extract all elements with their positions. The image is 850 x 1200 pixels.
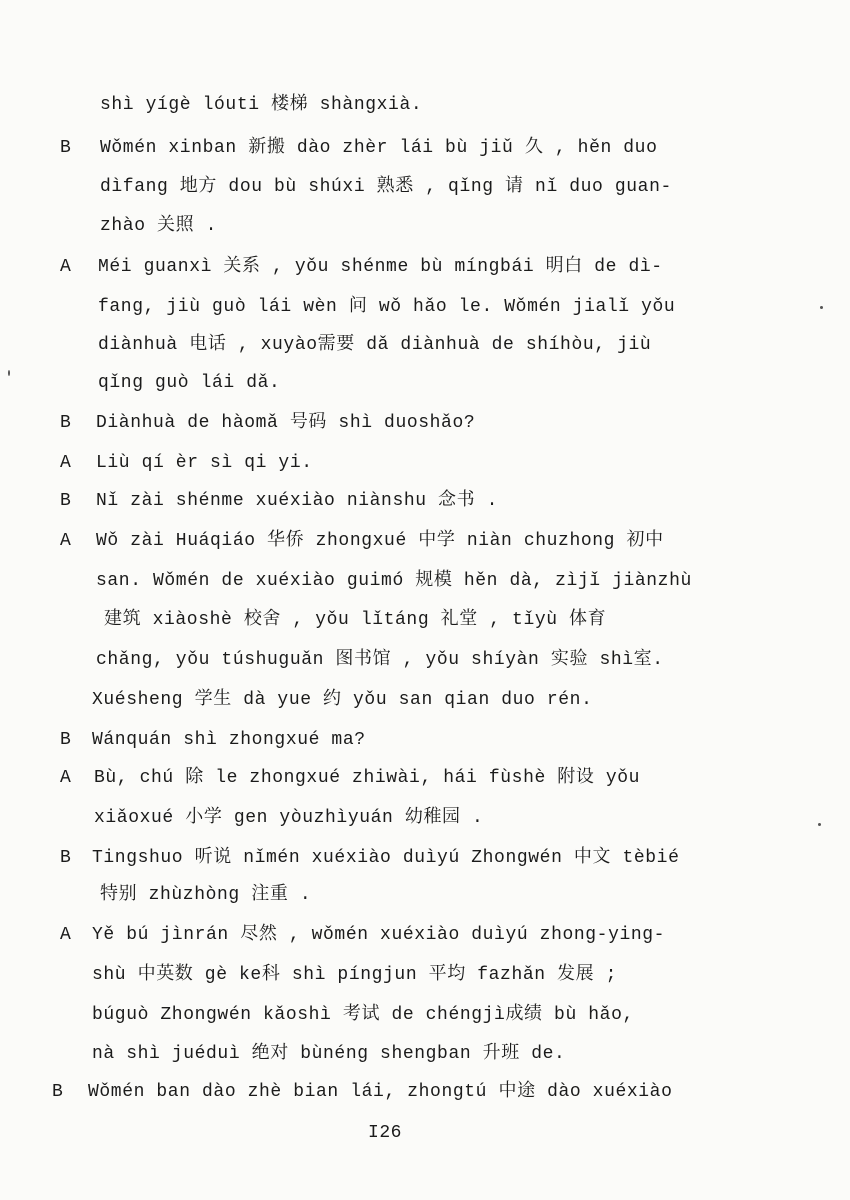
line-text: Nǐ zài shénme xuéxiào niànshu 念书 . [96, 491, 499, 511]
line-text: shì yígè lóuti 楼梯 shàngxià. [100, 95, 423, 115]
line-text: búguò Zhongwén kǎoshì 考试 de chéngjì成绩 bù hǎo, [92, 1005, 634, 1025]
speaker-label: B [60, 730, 72, 750]
dialogue-line [0, 172, 850, 210]
line-text: san. Wǒmén de xuéxiào guimó 规模 hěn dà, zìjǐ jiànzhù [96, 571, 692, 591]
line-text: Méi guanxì 关系 , yǒu shénme bù míngbái 明白 de dì- [98, 257, 663, 277]
line-text: 特别 zhùzhòng 注重 . [100, 885, 312, 905]
line-text: Diànhuà de hàomǎ 号码 shì duoshǎo? [96, 413, 476, 433]
dialogue-line [0, 605, 850, 643]
paper-speck [820, 306, 823, 309]
speaker-label: A [60, 925, 72, 945]
speaker-label: A [60, 531, 72, 551]
line-text: 建筑 xiàoshè 校舍 , yǒu lǐtáng 礼堂 , tǐyù 体育 [104, 610, 607, 630]
line-text: Bù, chú 除 le zhongxué zhiwài, hái fùshè 附设 yǒu [94, 768, 641, 788]
line-text: Liù qí èr sì qi yi. [96, 453, 313, 473]
dialogue-line [0, 803, 850, 841]
dialogue-line [0, 211, 850, 249]
line-text: Wánquán shì zhongxué ma? [92, 730, 366, 750]
dialogue-line [0, 1077, 850, 1115]
paper-speck [8, 370, 10, 376]
dialogue-line [0, 685, 850, 723]
dialogue-line [0, 920, 850, 958]
line-text: xiǎoxué 小学 gen yòuzhìyuán 幼稚园 . [94, 808, 484, 828]
line-text: Yě bú jìnrán 尽然 , wǒmén xuéxiào duìyú zhong-ying- [92, 925, 666, 945]
dialogue-line [0, 645, 850, 683]
line-text: nà shì juéduì 绝对 bùnéng shengban 升班 de. [92, 1044, 566, 1064]
speaker-label: B [60, 138, 72, 158]
speaker-label: B [60, 848, 72, 868]
dialogue-line [0, 90, 850, 128]
speaker-label: A [60, 257, 72, 277]
line-text: dìfang 地方 dou bù shúxi 熟悉 , qǐng 请 nǐ duo guan- [100, 177, 672, 197]
dialogue-line [0, 526, 850, 564]
line-text: zhào 关照 . [100, 216, 218, 236]
line-text: diànhuà 电话 , xuyào需要 dǎ diànhuà de shíhòu, jiù [98, 335, 652, 355]
dialogue-line [0, 1000, 850, 1038]
line-text: Xuésheng 学生 dà yue 约 yǒu san qian duo rén. [92, 690, 593, 710]
line-text: chǎng, yǒu túshuguǎn 图书馆 , yǒu shíyàn 实验 shì室. [96, 650, 664, 670]
speaker-label: B [60, 491, 72, 511]
speaker-label: B [52, 1082, 64, 1102]
dialogue-line [0, 486, 850, 524]
dialogue-line [0, 566, 850, 604]
dialogue-line [0, 368, 850, 406]
line-text: Wǒmén xinban 新搬 dào zhèr lái bù jiǔ 久 , hěn duo [100, 138, 658, 158]
dialogue-line [0, 763, 850, 801]
dialogue-line [0, 880, 850, 918]
line-text: fang, jiù guò lái wèn 问 wǒ hǎo le. Wǒmén jialǐ yǒu [98, 297, 676, 317]
line-text: Wǒmén ban dào zhè bian lái, zhongtú 中途 dào xuéxiào [88, 1082, 673, 1102]
page-number: I26 [368, 1123, 402, 1143]
line-text: qǐng guò lái dǎ. [98, 373, 281, 393]
dialogue-line [0, 292, 850, 330]
paper-speck [818, 823, 821, 826]
dialogue-line [0, 960, 850, 998]
dialogue-line [0, 133, 850, 171]
line-text: shù 中英数 gè ke科 shì píngjun 平均 fazhǎn 发展 ; [92, 965, 618, 985]
dialogue-line [0, 1039, 850, 1077]
line-text: Wǒ zài Huáqiáo 华侨 zhongxué 中学 niàn chuzhong 初中 [96, 531, 664, 551]
speaker-label: A [60, 768, 72, 788]
speaker-label: B [60, 413, 72, 433]
dialogue-line [0, 252, 850, 290]
dialogue-line [0, 330, 850, 368]
dialogue-line [0, 408, 850, 446]
dialogue-line [0, 448, 850, 486]
line-text: Tingshuo 听说 nǐmén xuéxiào duìyú Zhongwén 中文 tèbié [92, 848, 680, 868]
dialogue-line [0, 725, 850, 763]
dialogue-line [0, 843, 850, 881]
speaker-label: A [60, 453, 72, 473]
